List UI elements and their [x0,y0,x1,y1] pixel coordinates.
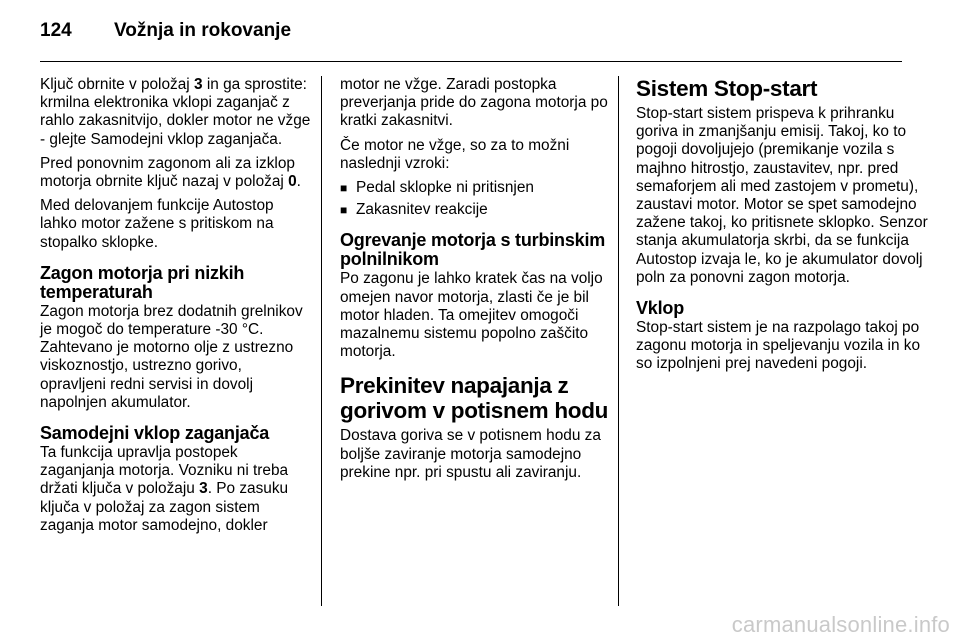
page-title: Vožnja in rokovanje [114,20,292,41]
column-1 [40,76,312,541]
paragraph-activation: Stop-start sistem je na razpolago takoj po zagonu motorja in speljevanju vozila in ko so izpolnjeni prej navedeni pogoji. [636,319,921,373]
page-header [0,0,960,64]
column-3 [636,76,936,380]
heading-fuel-cutoff: Prekinitev napajanja z gorivom v potisnem hodu [340,373,609,424]
paragraph-turbo: Po zagonu je lahko kratek čas na voljo omejen navor motorja, zlasti če je bil motor hladen. Ta omejitev omogoči mazalnemu sistemu popolno zaščito motorja. [340,270,603,361]
list-item: ■ Pedal sklopke ni pritisnjen [340,179,534,197]
paragraph-fuel-cutoff: Dostava goriva se v potisnem hodu za boljše zaviranje motorja samodejno prekine npr. pri spustu ali zaviranju. [340,427,601,481]
watermark: carmanualsonline.info [731,612,950,637]
page-number: 124 [40,20,72,41]
heading-activation: Vklop [636,298,685,319]
paragraph-causes: Če motor ne vžge, so za to možni naslednji vzroki: [340,136,570,172]
paragraph-auto-starter: Ta funkcija upravlja postopek zaganjanja motorja. Vozniku ni treba držati ključa v položaju 3. Po zasuku ključa v položaj za zagon sistem zaganja motor samodejno, dokler [40,444,289,534]
heading-auto-starter: Samodejni vklop zaganjača [40,423,270,444]
heading-cold-start: Zagon motorja pri nizkih temperaturah [40,262,245,302]
header-rule [40,61,902,62]
bullet-icon: ■ [340,181,348,196]
column-divider [321,76,322,606]
paragraph-key-start: Ključ obrnite v položaj 3 in ga sprostite: krmilna elektronika vklopi zaganjač z rahlo zakasnitvijo, dokler motor ne vžge - glejte Samodejni vklop zaganjača. [40,76,311,148]
list-item: ■ Zakasnitev reakcije [340,201,488,219]
bullet-icon: ■ [340,203,348,218]
paragraph-cold-start: Zagon motorja brez dodatnih grelnikov je mogoč do temperature -30 °C. Zahtevano je motorno olje z ustrezno viskoznostjo, ustrezno gorivo, opravljeni redni servisi in dovolj napolnjen akumulator. [40,302,303,411]
column-2 [340,76,612,488]
heading-stop-start: Sistem Stop-start [636,76,818,101]
heading-turbo: Ogrevanje motorja s turbinskim polnilnikom [340,230,606,270]
causes-list [340,179,612,219]
column-divider [618,76,619,606]
paragraph-stop-start: Stop-start sistem prispeva k prihranku goriva in zmanjšanju emisij. Takoj, ko to pogoji dovoljujejo (premikanje vozila s majhno hitrostjo, zaustavitev, npr. pred semaforjem ali med zastojem v prometu), zaustavi motor. Motor se spet samodejno zažene takoj, ko pritisnete sklopko. Senzor stanja akumulatorja skrbi, da se funkcija Autostop izvaja le, ko je akumulator dovolj poln za ponovni zagon motorja. [636,105,928,286]
paragraph-continuation: motor ne vžge. Zaradi postopka preverjanja pride do zagona motorja po kratki zakasnitvi. [340,76,608,130]
paragraph-autostop: Med delovanjem funkcije Autostop lahko motor zažene s pritiskom na stopalko sklopke. [40,197,274,251]
paragraph-restart: Pred ponovnim zagonom ali za izklop motorja obrnite ključ nazaj v položaj 0. [40,154,301,191]
